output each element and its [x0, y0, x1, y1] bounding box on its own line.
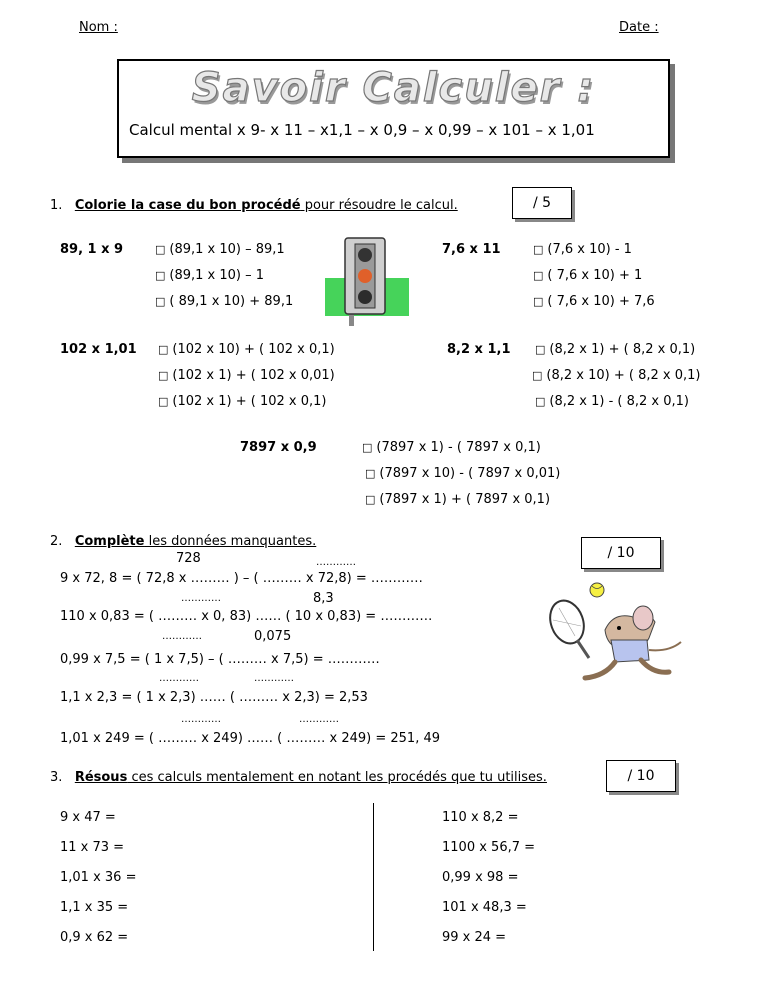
ex2-above-value: …………: [254, 673, 294, 684]
checkbox-icon[interactable]: □: [533, 295, 544, 308]
ex2-line-2[interactable]: 110 x 0,83 = ( ……… x 0, 83) …… ( 10 x 0,83) = …………: [60, 609, 433, 624]
page-title: Savoir Calculer :: [191, 65, 596, 111]
ex2-above-value: …………: [181, 593, 221, 604]
ex3-score-box: / 10: [606, 760, 676, 792]
ex1-option[interactable]: □ (8,2 x 1) - ( 8,2 x 0,1): [535, 394, 689, 409]
ex2-above-value: …………: [181, 714, 221, 725]
ex3-calc-left[interactable]: 1,1 x 35 =: [60, 900, 129, 915]
ex2-score-box: / 10: [581, 537, 661, 569]
ex2-above-value: …………: [316, 557, 356, 568]
ex3-heading: [50, 770, 547, 785]
checkbox-icon[interactable]: □: [155, 243, 166, 256]
ex1-score-box: / 5: [512, 187, 572, 219]
ex1-calc-1: 89, 1 x 9: [60, 242, 124, 257]
checkbox-icon[interactable]: □: [155, 269, 166, 282]
ex1-option[interactable]: □ (102 x 1) + ( 102 x 0,01): [158, 368, 335, 383]
ex2-number: 2.: [50, 534, 63, 549]
ex2-above-value: 728: [176, 551, 201, 566]
ex3-calc-left[interactable]: 9 x 47 =: [60, 810, 116, 825]
ex1-option[interactable]: □ (7897 x 1) + ( 7897 x 0,1): [365, 492, 551, 507]
checkbox-icon[interactable]: □: [158, 369, 169, 382]
ex3-instruction-rest: ces calculs mentalement en notant les procédés que tu utilises.: [127, 770, 547, 785]
ex1-option[interactable]: □ (102 x 1) + ( 102 x 0,1): [158, 394, 327, 409]
ex1-option[interactable]: □ ( 7,6 x 10) + 1: [533, 268, 643, 283]
ex2-line-4[interactable]: 1,1 x 2,3 = ( 1 x 2,3) …… ( ……… x 2,3) = 2,53: [60, 690, 368, 705]
ex1-calc-3: 102 x 1,01: [60, 342, 137, 357]
ex2-above-value: …………: [162, 631, 202, 642]
checkbox-icon[interactable]: □: [533, 243, 544, 256]
checkbox-icon[interactable]: □: [155, 295, 166, 308]
ex1-option[interactable]: □ (8,2 x 10) + ( 8,2 x 0,1): [532, 368, 701, 383]
ex3-calc-left[interactable]: 0,9 x 62 =: [60, 930, 129, 945]
checkbox-icon[interactable]: □: [535, 343, 546, 356]
ex1-option[interactable]: □ (7897 x 10) - ( 7897 x 0,01): [365, 466, 561, 481]
ex3-number: 3.: [50, 770, 63, 785]
ex1-instruction-bold: Colorie la case du bon procédé: [74, 198, 301, 213]
ex2-instruction-rest: les données manquantes.: [144, 534, 317, 549]
checkbox-icon[interactable]: □: [365, 467, 376, 480]
title-box: [117, 59, 670, 158]
ex1-option[interactable]: □ (7897 x 1) - ( 7897 x 0,1): [362, 440, 541, 455]
ex1-calc-5: 7897 x 0,9: [240, 440, 317, 455]
ex1-option[interactable]: □ (8,2 x 1) + ( 8,2 x 0,1): [535, 342, 696, 357]
ex1-option[interactable]: □ (89,1 x 10) – 89,1: [155, 242, 285, 257]
checkbox-icon[interactable]: □: [532, 369, 543, 382]
checkbox-icon[interactable]: □: [158, 395, 169, 408]
ex3-instruction-bold: Résous: [74, 770, 128, 785]
ex3-calc-right[interactable]: 0,99 x 98 =: [442, 870, 519, 885]
ex2-above-value: …………: [159, 673, 199, 684]
ex2-heading: [50, 534, 316, 549]
column-divider: [373, 803, 374, 951]
ex1-option[interactable]: □ (102 x 10) + ( 102 x 0,1): [158, 342, 335, 357]
ex2-line-3[interactable]: 0,99 x 7,5 = ( 1 x 7,5) – ( ……… x 7,5) = …………: [60, 652, 380, 667]
checkbox-icon[interactable]: □: [158, 343, 169, 356]
ex3-calc-right[interactable]: 1100 x 56,7 =: [442, 840, 536, 855]
ex3-calc-right[interactable]: 101 x 48,3 =: [442, 900, 527, 915]
ex2-line-5[interactable]: 1,01 x 249 = ( ……… x 249) …… ( ……… x 249) = 251, 49: [60, 731, 441, 746]
checkbox-icon[interactable]: □: [365, 493, 376, 506]
ex2-line-1[interactable]: 9 x 72, 8 = ( 72,8 x ……… ) – ( ……… x 72,8) = …………: [60, 571, 423, 586]
nom-label: Nom :: [79, 20, 118, 35]
ex1-number: 1.: [50, 198, 63, 213]
ex1-instruction-rest: pour résoudre le calcul.: [300, 198, 458, 213]
checkbox-icon[interactable]: □: [533, 269, 544, 282]
page-subtitle: Calcul mental x 9- x 11 – x1,1 – x 0,9 – x 0,99 – x 101 – x 1,01: [129, 121, 595, 139]
ex3-calc-left[interactable]: 11 x 73 =: [60, 840, 125, 855]
ex2-above-value: 0,075: [254, 629, 292, 644]
checkbox-icon[interactable]: □: [362, 441, 373, 454]
ex1-option[interactable]: □ ( 89,1 x 10) + 89,1: [155, 294, 294, 309]
ex1-option[interactable]: □ (7,6 x 10) - 1: [533, 242, 632, 257]
ex1-option[interactable]: □ (89,1 x 10) – 1: [155, 268, 265, 283]
ex1-option[interactable]: □ ( 7,6 x 10) + 7,6: [533, 294, 655, 309]
mouse-tennis-icon: [545, 580, 685, 688]
date-label: Date :: [619, 20, 659, 35]
ex3-calc-right[interactable]: 99 x 24 =: [442, 930, 507, 945]
ex3-calc-left[interactable]: 1,01 x 36 =: [60, 870, 137, 885]
ex1-heading: [50, 198, 458, 213]
ex2-above-value: …………: [299, 714, 339, 725]
checkbox-icon[interactable]: □: [535, 395, 546, 408]
ex1-calc-2: 7,6 x 11: [442, 242, 501, 257]
ex2-above-value: 8,3: [313, 591, 334, 606]
ex3-calc-right[interactable]: 110 x 8,2 =: [442, 810, 519, 825]
ex1-calc-4: 8,2 x 1,1: [447, 342, 511, 357]
traffic-light-icon: [325, 234, 409, 328]
ex2-instruction-bold: Complète: [74, 534, 145, 549]
